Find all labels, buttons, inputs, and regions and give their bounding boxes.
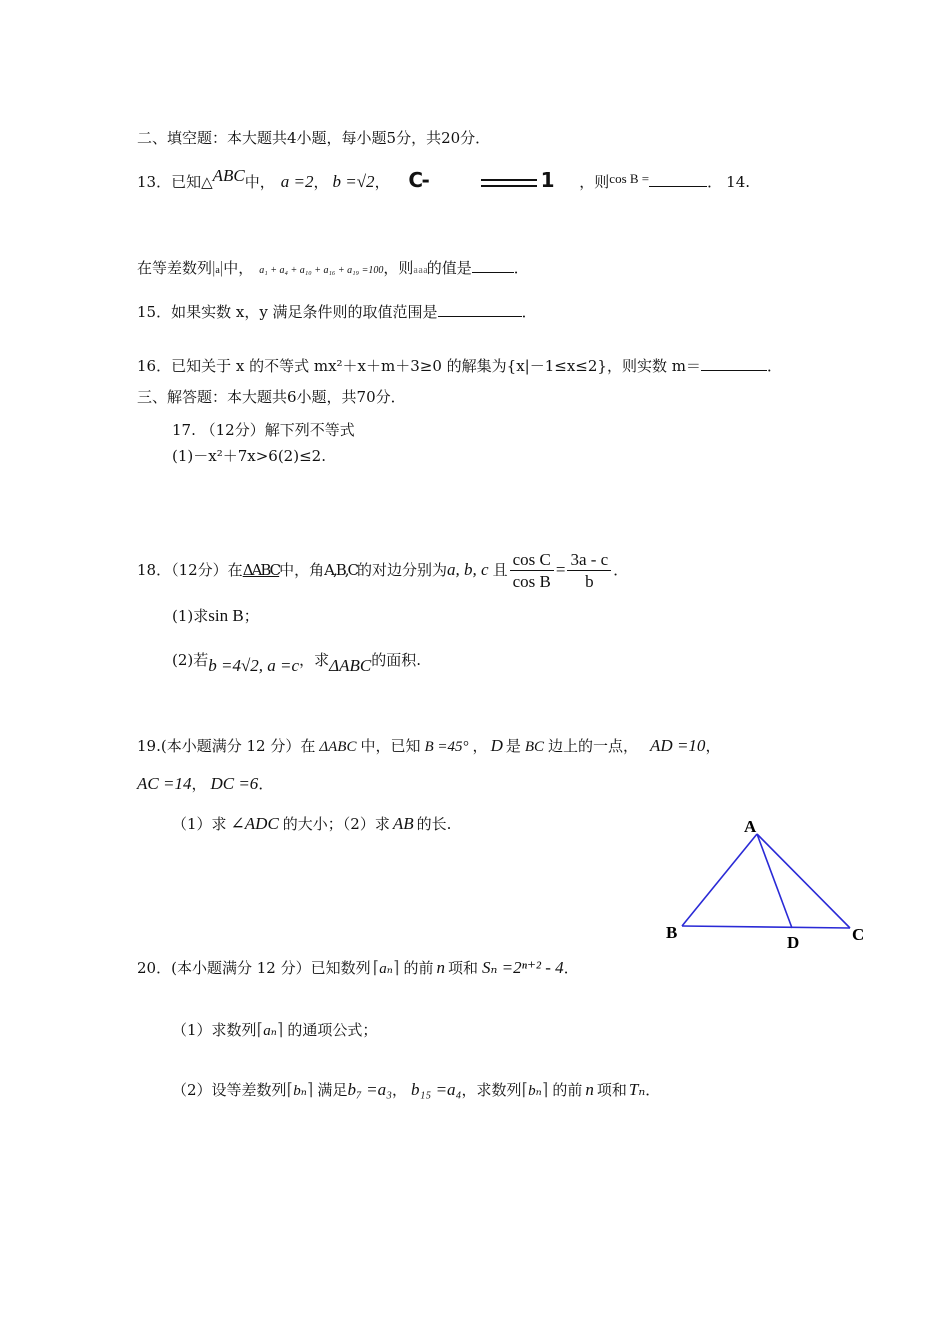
q20-end: ．	[563, 959, 579, 977]
q19-parts-3: 的长.	[416, 815, 452, 833]
q20-b7: b₇ =a₃	[347, 1080, 392, 1099]
q13-mid: 中，	[244, 173, 275, 191]
edge-ac	[757, 834, 850, 928]
q20-p2-end: ．	[645, 1081, 661, 1099]
q13-prefix: 13．已知△	[137, 173, 213, 191]
q19-ab: AB	[392, 814, 414, 833]
q18-prefix: 18．（12分）在	[137, 561, 243, 579]
q15-end: ．	[521, 303, 537, 321]
edge-ad	[757, 834, 792, 928]
q18-p2-prefix: (2)若	[172, 651, 209, 669]
q14-seq: a	[215, 265, 220, 276]
question-16	[137, 356, 782, 376]
q19-angle-adc: ∠ADC	[230, 814, 279, 833]
q20-p2-mid3: 的前	[552, 1081, 583, 1099]
vertex-label-b: B	[666, 923, 678, 942]
q16-text: 16．已知关于 x 的不等式 mx²＋x＋m＋3≥0 的解集为{x|－1≤x≤2}，则实数 m＝	[137, 357, 701, 375]
q14-mid: 中，	[223, 259, 254, 277]
q20-p2-right-brace: ⌉	[306, 1080, 314, 1099]
q19-bc: BC	[524, 739, 545, 755]
q18-p1-expr: sin B	[208, 606, 244, 625]
question-17-title: 17. （12分）解下列不等式	[172, 421, 355, 439]
q18-and: 且	[492, 561, 508, 579]
q20-b15: b₁₅ =a₄	[411, 1080, 462, 1099]
q15-text: 15．如果实数 x，y 满足条件则的取值范围是	[137, 303, 438, 321]
q20-p1-end: 的通项公式；	[287, 1021, 378, 1039]
question-18	[137, 548, 628, 593]
question-20-part-2	[172, 1080, 660, 1101]
q13-comma2: ，	[374, 173, 390, 191]
q19-dc: DC =6	[210, 774, 259, 793]
question-18-part-1	[172, 606, 259, 626]
q13-answer-blank	[649, 172, 707, 187]
q18-p2-mid: ，求	[299, 651, 330, 669]
q13-cosb: cos B =	[609, 171, 650, 186]
q18-p1-end: ；	[243, 607, 259, 625]
q20-p2-prefix: （2）设等差数列	[172, 1081, 287, 1099]
q14-answer-blank	[472, 258, 514, 273]
q20-p2-left-brace-2: ⌈	[521, 1080, 529, 1099]
q14-seq-left-brace: |	[212, 258, 216, 277]
q19-d: D	[490, 736, 503, 755]
q13-end: ．	[707, 173, 723, 191]
q15-answer-blank	[438, 302, 522, 317]
q19-parts-2: 的大小；（2）求	[282, 815, 390, 833]
q16-answer-blank	[701, 356, 767, 371]
q20-p2-mid2: ，求数列	[461, 1081, 522, 1099]
q20-comma: ，	[391, 1081, 407, 1099]
q18-frac1-num: cos C	[510, 550, 554, 571]
q19-angle-b: B =45°	[424, 739, 469, 755]
q19-mid2: ，	[472, 737, 488, 755]
q18-equals: =	[555, 560, 566, 579]
q18-p1-prefix: (1)求	[172, 607, 209, 625]
q19-comma2: ，	[191, 775, 207, 793]
q19-end: ．	[258, 775, 274, 793]
q13-garbled-fragment-2: 1	[540, 168, 553, 192]
q18-fraction-1	[510, 550, 554, 593]
q20-n: n	[436, 958, 445, 977]
q20-seq-a: aₙ	[379, 961, 393, 977]
q13-then: ，则	[579, 173, 610, 191]
question-18-part-2	[172, 650, 421, 675]
q14-end: ．	[513, 259, 529, 277]
q20-seq-left-brace: ⌈	[372, 958, 380, 977]
question-20	[137, 958, 579, 979]
q20-p1-prefix: （1）求数列	[172, 1021, 257, 1039]
q18-end: ．	[613, 561, 629, 579]
question-13	[137, 166, 751, 193]
q19-mid3: 是	[505, 737, 521, 755]
q18-frac2-den: b	[585, 571, 594, 591]
q14-garbled-fragment: a a a	[413, 265, 427, 276]
question-20-part-1	[172, 1020, 377, 1041]
q14-prefix: 在等差数列	[137, 259, 213, 277]
q13-comma1: ，	[313, 173, 329, 191]
q18-mid: 中，角	[279, 561, 325, 579]
q20-p2-seq2: bₙ	[528, 1083, 542, 1099]
vertex-label-a: A	[744, 817, 757, 836]
question-19-parts	[172, 814, 451, 834]
q18-sides: a, b, c	[447, 560, 489, 579]
q13-equals-bar	[481, 179, 537, 187]
q14-tail: 的值是	[426, 259, 472, 277]
q19-prefix: 19.(本小题满分 12 分）在	[137, 737, 316, 755]
q18-frac2-num: 3a - c	[567, 550, 611, 571]
edge-bc	[682, 926, 850, 928]
q16-end: ．	[766, 357, 782, 375]
q20-p1-seq: aₙ	[263, 1023, 277, 1039]
q20-prefix: 20．(本小题满分 12 分）已知数列	[137, 959, 371, 977]
question-17-parts: (1)－x²＋7x>6(2)≤2.	[172, 447, 326, 465]
q20-p1-right-brace: ⌉	[276, 1020, 284, 1039]
q14-sum-expression: a₁ + a₄ + a₁₀ + a₁₆ + a₁₉ =100	[259, 265, 384, 276]
q20-mid: 的前	[403, 959, 434, 977]
q19-ac: AC =14	[137, 774, 192, 793]
q18-p2-expr: b =4√2, a =c	[208, 656, 300, 675]
q18-text2: 的对边分别为	[357, 561, 448, 579]
q20-sn: Sₙ =2ⁿ⁺² - 4	[481, 958, 564, 977]
q19-mid4: 边上的一点，	[548, 737, 639, 755]
section-2-heading: 二、填空题：本大题共4小题，每小题5分，共20分．	[137, 129, 491, 147]
question-15	[137, 302, 537, 322]
q18-triangle: ΔABC	[242, 561, 280, 579]
q18-fraction-2	[567, 550, 611, 593]
q18-p2-triangle: ΔABC	[329, 656, 372, 675]
q20-tn: Tₙ	[628, 1080, 646, 1099]
q19-triangle: ΔABC	[319, 739, 357, 755]
section-3-heading: 三、解答题：本大题共6小题，共70分．	[137, 388, 406, 406]
q13-a-value: a =2	[280, 172, 314, 191]
q20-p2-mid: 满足	[317, 1081, 348, 1099]
q19-mid1: 中，已知	[360, 737, 421, 755]
question-19-line-2	[137, 774, 273, 794]
q18-p2-end: 的面积.	[371, 651, 421, 669]
question-19	[137, 736, 720, 757]
q20-mid2: 项和	[447, 959, 478, 977]
q19-triangle-figure	[660, 812, 880, 958]
q13-abc: ABC	[212, 166, 245, 185]
q14-then: ，则	[383, 259, 414, 277]
q20-p2-mid4: 项和	[596, 1081, 627, 1099]
edge-ab	[682, 834, 757, 926]
q20-p2-left-brace: ⌈	[286, 1080, 294, 1099]
q18-angles: A,B,C	[324, 561, 358, 579]
q19-comma: ，	[705, 737, 721, 755]
q13-garbled-fragment-1: C-	[408, 168, 428, 192]
q13-b-value: b =√2	[332, 172, 375, 191]
q19-ad: AD =10	[650, 736, 706, 755]
q20-seq-right-brace: ⌉	[392, 958, 400, 977]
q20-p1-left-brace: ⌈	[256, 1020, 264, 1039]
q14-seq-right-brace: |	[219, 258, 224, 277]
point-label-d: D	[787, 933, 800, 952]
question-14	[137, 258, 529, 281]
vertex-label-c: C	[852, 925, 865, 944]
q20-p2-seq: bₙ	[293, 1083, 307, 1099]
q20-p2-n: n	[585, 1080, 594, 1099]
q14-number: 14.	[726, 173, 751, 191]
q18-frac1-den: cos B	[512, 571, 551, 591]
q20-p2-right-brace-2: ⌉	[541, 1080, 549, 1099]
q19-parts-1: （1）求	[172, 815, 227, 833]
